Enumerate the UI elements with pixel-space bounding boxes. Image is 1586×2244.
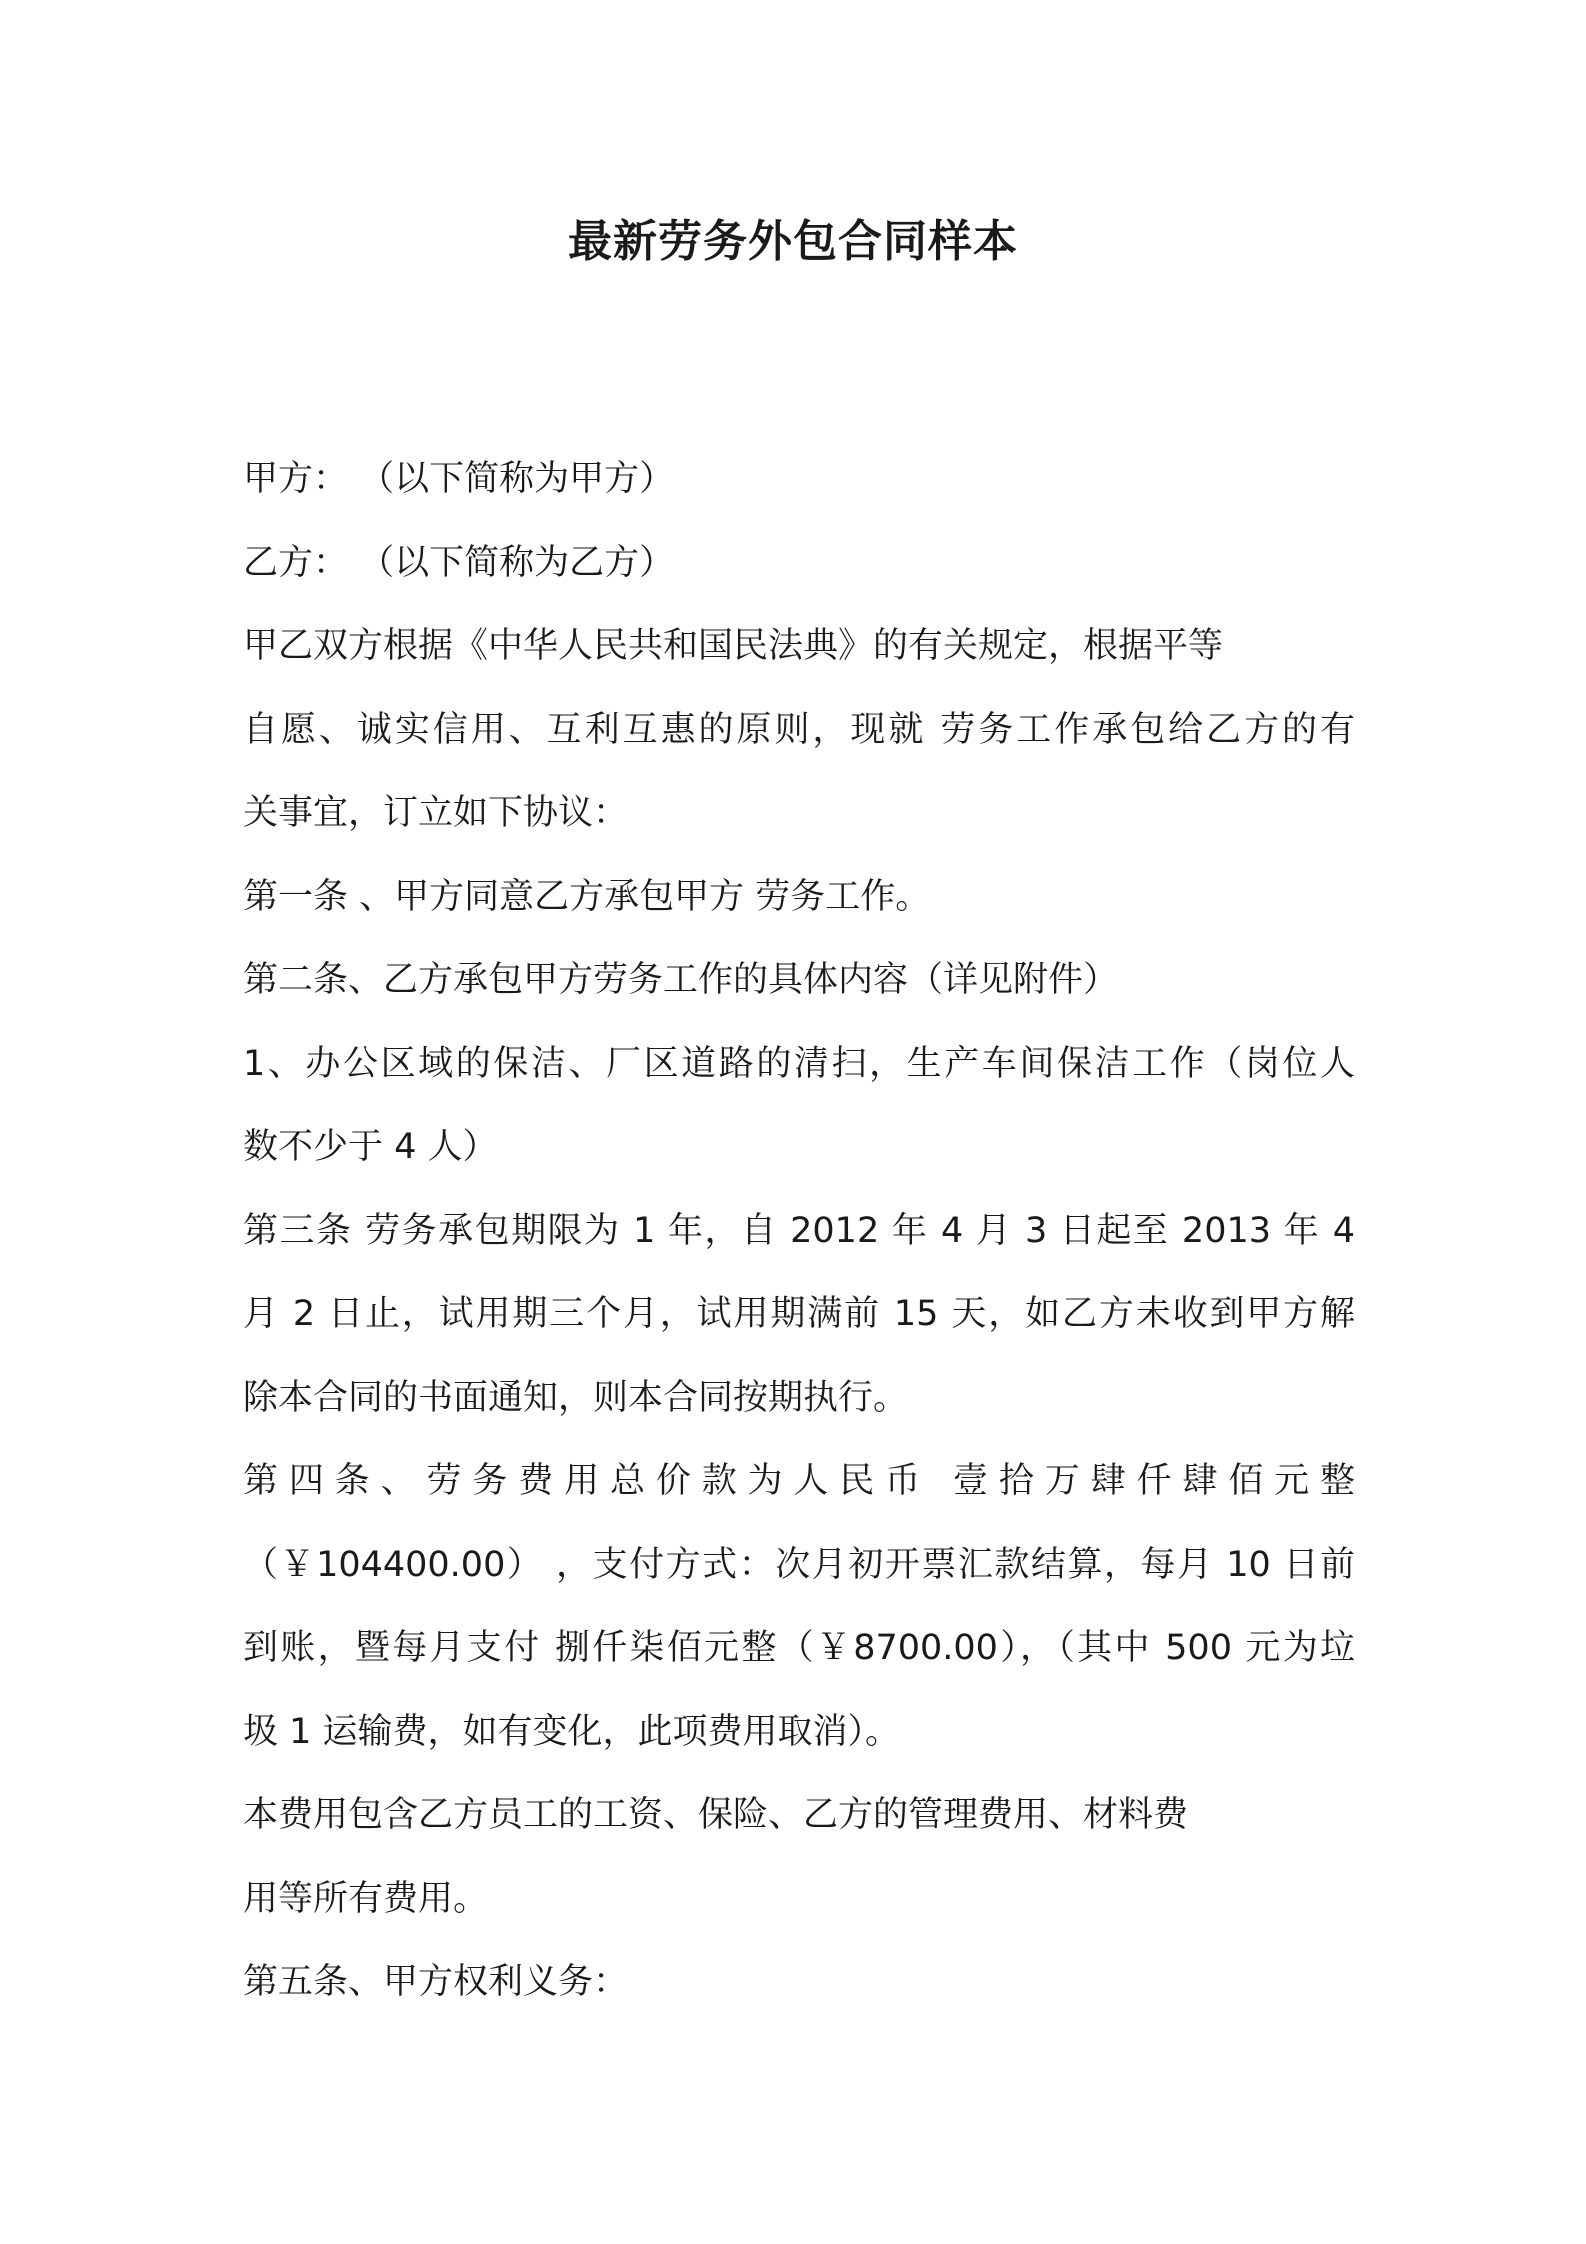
party-b-line: 乙方： （以下简称为乙方） (243, 543, 675, 583)
preamble-line: 关事宜，订立如下协议： (243, 793, 629, 833)
preamble-line: 甲乙双方根据《中华人民共和国民法典》的有关规定，根据平等 (243, 626, 1224, 666)
fee-note-line: 用等所有费用。 (243, 1879, 489, 1919)
article-2-item-line: 数不少于 4 人） (243, 1127, 498, 1167)
article-4-line: 到账，暨每月支付 捌仟柒佰元整（￥8700.00），（其中 500 元为垃 (243, 1628, 1355, 1668)
article-4-line: 第四条、劳务费用总价款为人民币 壹拾万肆仟肆佰元整 (243, 1461, 1355, 1501)
document-title: 最新劳务外包合同样本 (568, 216, 1018, 267)
fee-note-line: 本费用包含乙方员工的工资、保险、乙方的管理费用、材料费 (243, 1795, 1189, 1835)
article-2-line: 第二条、乙方承包甲方劳务工作的具体内容（详见附件） (243, 960, 1119, 1000)
article-4-line: 圾 1 运输费，如有变化，此项费用取消）。 (243, 1712, 901, 1752)
article-3-line: 第三条 劳务承包期限为 1 年，自 2012 年 4 月 3 日起至 2013 年 4 (243, 1211, 1355, 1251)
party-a-line: 甲方： （以下简称为甲方） (243, 459, 675, 499)
article-1-line: 第一条 、甲方同意乙方承包甲方 劳务工作。 (243, 877, 931, 917)
article-2-item-line: 1、办公区域的保洁、厂区道路的清扫，生产车间保洁工作（岗位人 (243, 1044, 1355, 1084)
article-3-line: 月 2 日止，试用期三个月，试用期满前 15 天，如乙方未收到甲方解 (243, 1294, 1355, 1334)
article-5-line: 第五条、甲方权利义务： (243, 1962, 629, 2002)
preamble-line: 自愿、诚实信用、互利互惠的原则，现就 劳务工作承包给乙方的有 (243, 710, 1355, 750)
article-3-line: 除本合同的书面通知，则本合同按期执行。 (243, 1378, 909, 1418)
article-4-line: （￥104400.00） ，支付方式：次月初开票汇款结算，每月 10 日前 (243, 1545, 1355, 1585)
